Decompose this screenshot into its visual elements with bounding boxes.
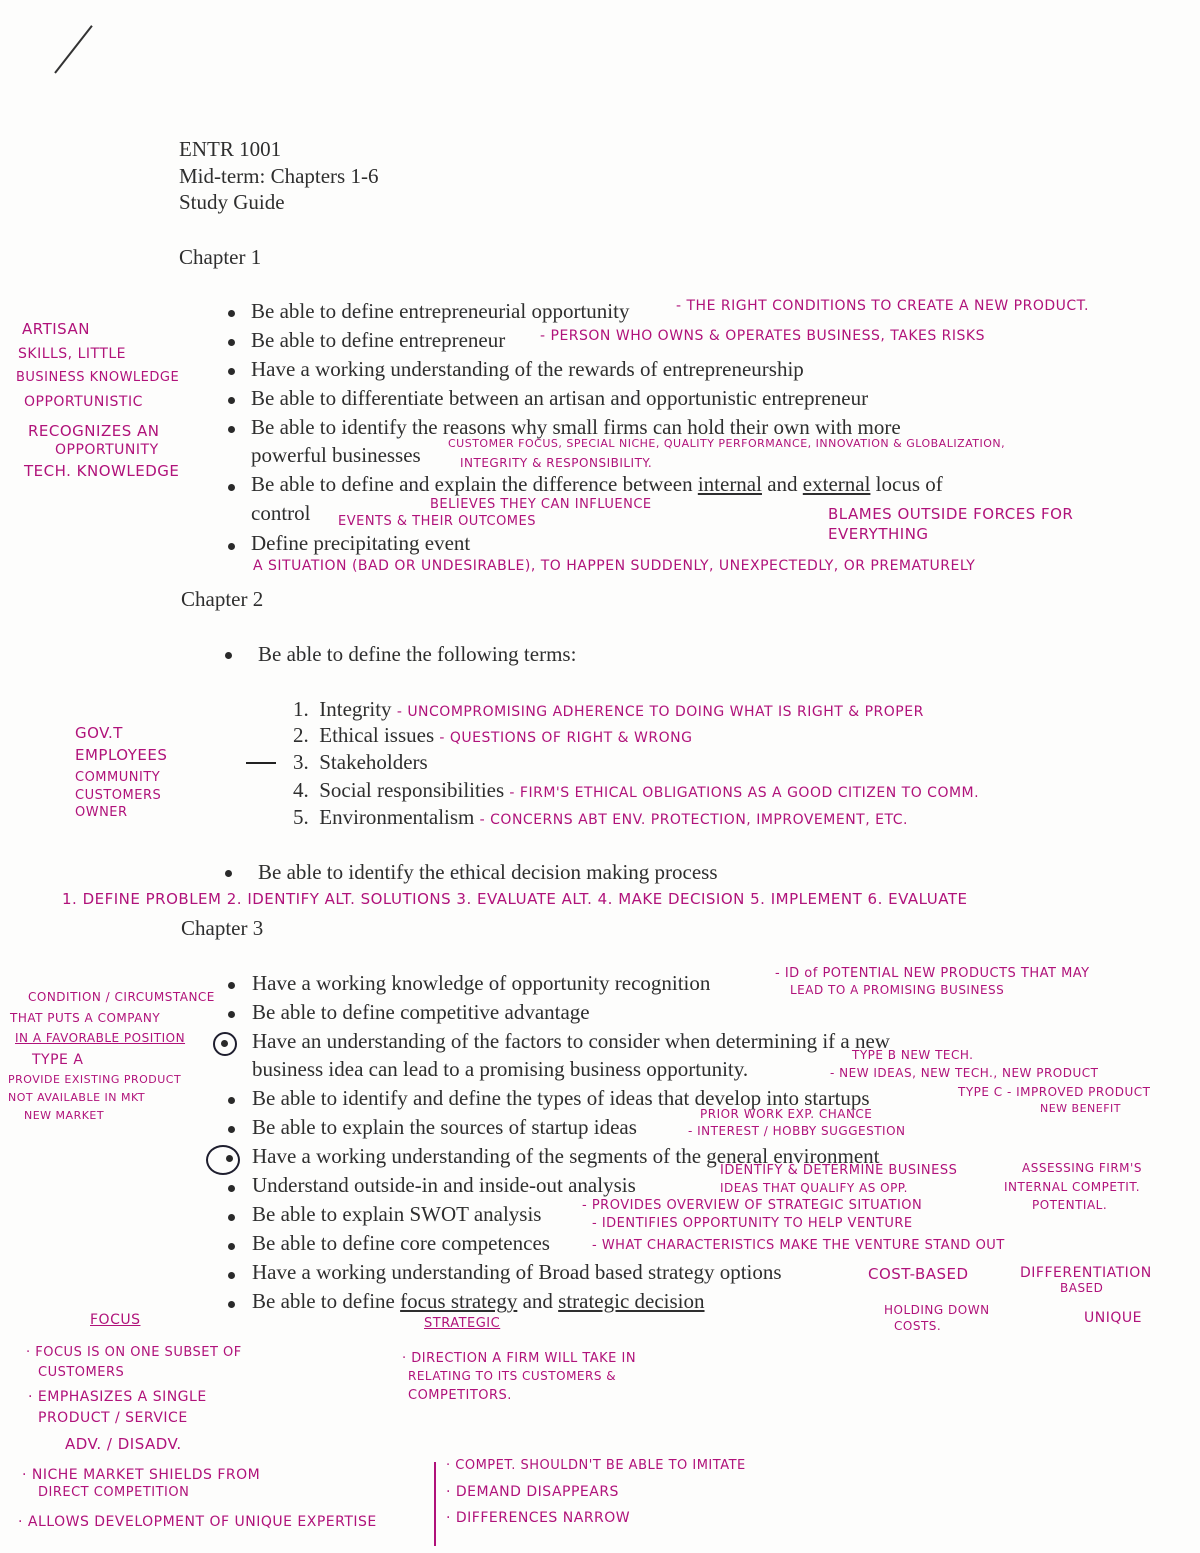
ch1-item: Be able to identify the reasons why small firms can hold their own with more — [251, 415, 901, 439]
ch3-item: Have a working understanding of Broad based strategy options — [252, 1260, 782, 1284]
term-number: 3. — [293, 750, 309, 774]
ch3-item: Understand outside-in and inside-out analysis — [252, 1173, 636, 1197]
term-label: Environmentalism — [319, 805, 475, 829]
ch3-item: Be able to identify and define the types of ideas that develop into startups — [252, 1086, 870, 1110]
bullet — [228, 1301, 235, 1308]
margin-note: NOT AVAILABLE IN MKT — [8, 1091, 146, 1104]
chapter-3-title: Chapter 3 — [181, 916, 264, 940]
bullet — [228, 484, 235, 491]
handwritten-note: · DEMAND DISAPPEARS — [446, 1484, 619, 1500]
handwritten-note: COST-BASED — [868, 1265, 969, 1283]
margin-note: OPPORTUNITY — [55, 442, 159, 458]
chapter-1-title: Chapter 1 — [179, 245, 262, 269]
ch2-item: Be able to identify the ethical decision making process — [258, 860, 718, 884]
handwritten-note: 1. DEFINE PROBLEM 2. IDENTIFY ALT. SOLUTIONS 3. EVALUATE ALT. 4. MAKE DECISION 5. IMPLEMENT 6. EVALUATE — [62, 890, 968, 908]
ch3-item-cont: business idea can lead to a promising business opportunity. — [252, 1057, 749, 1081]
handwritten-note: - THE RIGHT CONDITIONS TO CREATE A NEW PRODUCT. — [676, 298, 1089, 314]
ch1-item-cont: powerful businesses — [251, 443, 421, 467]
margin-note: PROVIDE EXISTING PRODUCT — [8, 1073, 182, 1086]
handwritten-note: CUSTOMER FOCUS, SPECIAL NICHE, QUALITY PERFORMANCE, INNOVATION & GLOBALIZATION, — [448, 437, 1006, 450]
circled-bullet — [206, 1145, 240, 1175]
handwritten-note: - CONCERNS ABT ENV. PROTECTION, IMPROVEMENT, ETC. — [479, 812, 908, 828]
ch1-item: Have a working understanding of the rewards of entrepreneurship — [251, 357, 804, 381]
margin-note: BUSINESS KNOWLEDGE — [16, 370, 180, 385]
handwritten-note: UNIQUE — [1084, 1310, 1142, 1326]
ch3-item: Be able to define competitive advantage — [252, 1000, 590, 1024]
handwritten-note: - ID of POTENTIAL NEW PRODUCTS THAT MAY — [775, 966, 1090, 981]
handwritten-note: - NEW IDEAS, NEW TECH., NEW PRODUCT — [830, 1066, 1099, 1080]
term-row — [293, 750, 428, 775]
ch3-item-text: Be able to define — [252, 1289, 395, 1313]
and-word: and — [522, 1289, 553, 1313]
bullet — [228, 1126, 235, 1133]
handwritten-note: INTERNAL COMPETIT. — [1004, 1180, 1141, 1194]
bullet — [228, 1185, 235, 1192]
bullet — [225, 652, 232, 659]
ch2-intro: Be able to define the following terms: — [258, 642, 577, 666]
bullet — [228, 1011, 235, 1018]
chapter-2-title: Chapter 2 — [181, 587, 264, 611]
term-row — [293, 697, 924, 722]
term-row — [293, 778, 979, 803]
handwritten-note: · DIFFERENCES NARROW — [446, 1510, 631, 1526]
ch3-item: Have an understanding of the factors to consider when determining if a new — [252, 1029, 890, 1053]
handwritten-note: IDEAS THAT QUALIFY AS OPP. — [720, 1181, 908, 1195]
handwritten-note: · NICHE MARKET SHIELDS FROM — [22, 1467, 261, 1483]
bullet — [228, 368, 235, 375]
handwritten-note: · DIRECTION A FIRM WILL TAKE IN — [402, 1351, 637, 1366]
bullet — [228, 1097, 235, 1104]
ch1-item: Be able to define entrepreneurial opportunity — [251, 299, 630, 323]
strategic-decision-word: strategic decision — [558, 1289, 705, 1313]
ch3-item: Have a working understanding of the segments of the general environment — [252, 1144, 880, 1168]
handwritten-note: - UNCOMPROMISING ADHERENCE TO DOING WHAT IS RIGHT & PROPER — [396, 704, 924, 720]
course-code: ENTR 1001 — [179, 137, 282, 161]
term-label: Stakeholders — [319, 750, 428, 774]
margin-note: TYPE A — [32, 1052, 84, 1068]
margin-note: EMPLOYEES — [75, 746, 168, 764]
margin-note: IN A FAVORABLE POSITION — [15, 1031, 186, 1045]
term-row — [293, 805, 908, 830]
handwritten-note: ASSESSING FIRM'S — [1022, 1161, 1142, 1175]
handwritten-note: · FOCUS IS ON ONE SUBSET OF — [26, 1345, 242, 1360]
margin-note: RECOGNIZES AN — [28, 422, 160, 440]
doc-type: Study Guide — [179, 190, 285, 214]
handwritten-note: - PROVIDES OVERVIEW OF STRATEGIC SITUATION — [582, 1198, 923, 1213]
margin-note: SKILLS, LITTLE — [18, 346, 127, 362]
bullet — [228, 397, 235, 404]
term-label: Social responsibilities — [319, 778, 505, 802]
term-label: Ethical issues — [319, 723, 435, 747]
margin-note: ARTISAN — [22, 320, 90, 338]
bullet — [228, 310, 235, 317]
handwritten-note: - WHAT CHARACTERISTICS MAKE THE VENTURE STAND OUT — [592, 1238, 1005, 1253]
bullet — [228, 1243, 235, 1250]
handwritten-note: TYPE B NEW TECH. — [852, 1048, 974, 1062]
margin-note: OWNER — [75, 805, 128, 820]
and-word: and — [767, 472, 798, 496]
ch3-item: Be able to define core competences — [252, 1231, 550, 1255]
handwritten-note: · COMPET. SHOULDN'T BE ABLE TO IMITATE — [446, 1458, 746, 1473]
handwritten-note: - IDENTIFIES OPPORTUNITY TO HELP VENTURE — [592, 1216, 913, 1231]
handwritten-note: · ALLOWS DEVELOPMENT OF UNIQUE EXPERTISE — [18, 1514, 377, 1530]
margin-note: TECH. KNOWLEDGE — [24, 462, 180, 480]
bullet — [228, 982, 235, 989]
term-label: Integrity — [319, 697, 392, 721]
ch1-item-cont: control — [251, 501, 311, 525]
handwritten-note: HOLDING DOWN — [884, 1303, 990, 1317]
external-word: external — [802, 472, 871, 496]
handwritten-note: A SITUATION (BAD OR UNDESIRABLE), TO HAPPEN SUDDENLY, UNEXPECTEDLY, OR PREMATURELY — [253, 558, 976, 574]
bullet — [228, 339, 235, 346]
handwritten-note: NEW BENEFIT — [1040, 1102, 1122, 1115]
handwritten-note: ADV. / DISADV. — [65, 1435, 182, 1453]
handwritten-note: POTENTIAL. — [1032, 1198, 1108, 1212]
ch1-item: Be able to define entrepreneur — [251, 328, 506, 352]
internal-word: internal — [697, 472, 762, 496]
margin-note: OPPORTUNISTIC — [24, 394, 143, 410]
handwritten-note: BASED — [1060, 1281, 1104, 1295]
ch1-item: Be able to differentiate between an artisan and opportunistic entrepreneur — [251, 386, 869, 410]
bullet — [228, 1272, 235, 1279]
handwritten-note: PRIOR WORK EXP. CHANCE — [700, 1107, 873, 1121]
handwritten-note: RELATING TO ITS CUSTOMERS & — [408, 1369, 617, 1383]
term-number: 5. — [293, 805, 309, 829]
handwritten-note: - QUESTIONS OF RIGHT & WRONG — [439, 730, 693, 746]
strategic-heading: STRATEGIC — [424, 1316, 501, 1331]
margin-note: COMMUNITY — [75, 770, 161, 785]
handwritten-note: LEAD TO A PROMISING BUSINESS — [790, 983, 1005, 997]
handwritten-note: · EMPHASIZES A SINGLE — [28, 1389, 207, 1405]
margin-note: CUSTOMERS — [75, 788, 162, 803]
handwritten-note: BELIEVES THEY CAN INFLUENCE — [430, 497, 652, 512]
ch3-item: Be able to explain the sources of startup ideas — [252, 1115, 637, 1139]
bullet — [228, 426, 235, 433]
margin-note: GOV.T — [75, 724, 123, 742]
handwritten-note: PRODUCT / SERVICE — [38, 1410, 188, 1426]
bullet — [226, 1155, 233, 1162]
bullet — [225, 870, 232, 877]
handwritten-note: DIRECT COMPETITION — [38, 1485, 190, 1500]
focus-heading: FOCUS — [90, 1312, 141, 1328]
margin-note: NEW MARKET — [24, 1109, 105, 1122]
handwritten-note: - INTEREST / HOBBY SUGGESTION — [688, 1124, 906, 1138]
handwritten-note: - PERSON WHO OWNS & OPERATES BUSINESS, TAKES RISKS — [540, 328, 985, 344]
handwritten-note: COSTS. — [894, 1319, 942, 1333]
focus-strategy-word: focus strategy — [400, 1289, 518, 1313]
handwritten-note: IDENTIFY & DETERMINE BUSINESS — [720, 1163, 958, 1178]
margin-note: THAT PUTS A COMPANY — [10, 1011, 161, 1025]
handwritten-note: CUSTOMERS — [38, 1365, 125, 1380]
term-number: 1. — [293, 697, 309, 721]
handwritten-note: TYPE C - IMPROVED PRODUCT — [958, 1085, 1151, 1099]
term-number: 4. — [293, 778, 309, 802]
handwritten-note: EVERYTHING — [828, 525, 929, 543]
bullet — [228, 543, 235, 550]
margin-note: CONDITION / CIRCUMSTANCE — [28, 990, 215, 1004]
term-row — [293, 723, 692, 748]
handwritten-note: EVENTS & THEIR OUTCOMES — [338, 514, 536, 529]
handwritten-note: COMPETITORS. — [408, 1388, 512, 1403]
ch3-item: Be able to explain SWOT analysis — [252, 1202, 542, 1226]
locus-word: locus of — [875, 472, 943, 496]
ch3-item: Have a working knowledge of opportunity recognition — [252, 971, 711, 995]
bullet — [221, 1040, 228, 1047]
ch3-item — [252, 1289, 705, 1314]
exam-title: Mid-term: Chapters 1-6 — [179, 164, 379, 188]
term-number: 2. — [293, 723, 309, 747]
ch1-item — [251, 472, 943, 497]
bracket-line — [434, 1462, 436, 1546]
ch1-item: Define precipitating event — [251, 531, 471, 555]
ch1-item-text: Be able to define and explain the difference between — [251, 472, 693, 496]
arrow-dash — [246, 762, 276, 764]
handwritten-note: DIFFERENTIATION — [1020, 1265, 1152, 1281]
handwritten-note: INTEGRITY & RESPONSIBILITY. — [460, 456, 653, 470]
corner-pen-mark — [54, 25, 93, 74]
handwritten-note: BLAMES OUTSIDE FORCES FOR — [828, 505, 1074, 523]
handwritten-note: - FIRM'S ETHICAL OBLIGATIONS AS A GOOD CITIZEN TO COMM. — [509, 785, 980, 801]
bullet — [228, 1214, 235, 1221]
